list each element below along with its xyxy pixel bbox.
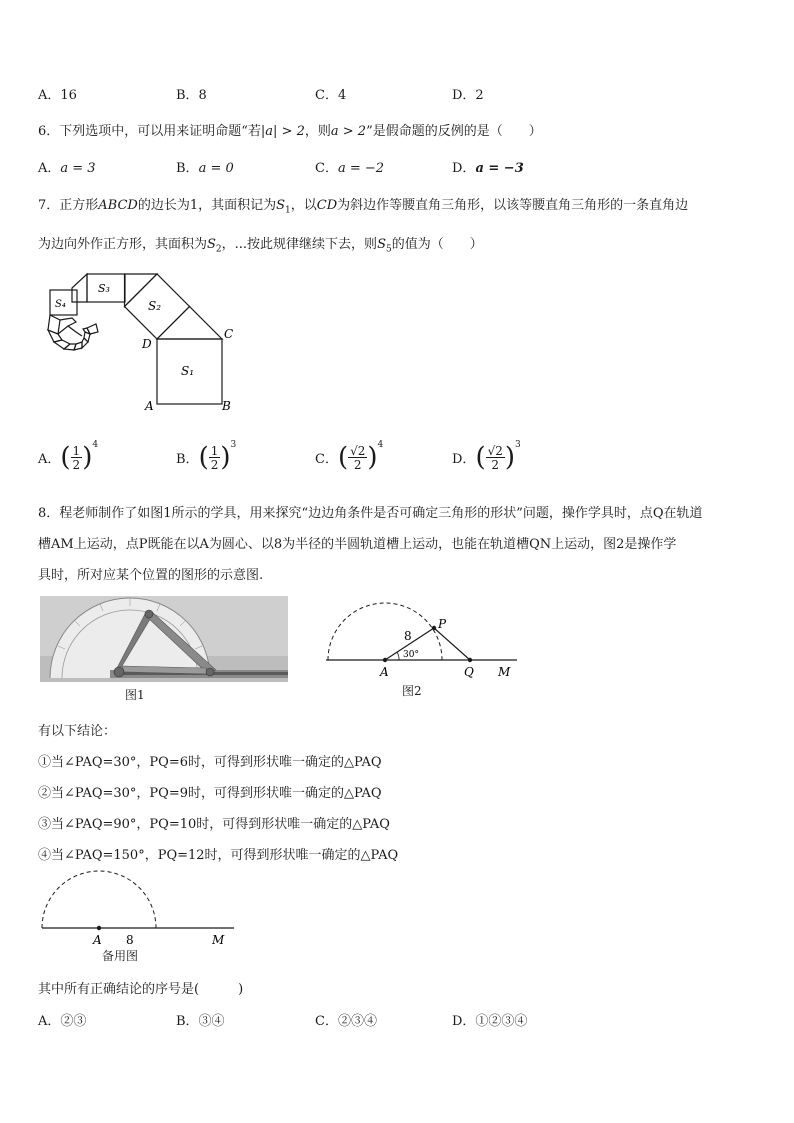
q7-stem-line2: 为边向外作正方形，其面积为$S_2$，...按此规律继续下去，则$S_5$的值为（ ）: [38, 237, 483, 255]
q5-option-b[interactable]: B．8: [176, 88, 207, 103]
label-a: A: [145, 399, 154, 413]
q8-figure2-caption: 图2: [402, 684, 422, 698]
label-d: D: [142, 337, 152, 351]
q6-stem-post: ”是假命题的反例的是（ ）: [366, 124, 542, 139]
q8-question: 其中所有正确结论的序号是( ): [38, 982, 244, 997]
q7-square-spiral-figure: [40, 262, 240, 414]
fig2-label-m: M: [498, 665, 511, 679]
q8-figure1-caption: 图1: [125, 688, 145, 702]
q6-a-gt: a > 2: [330, 124, 367, 139]
fig2-label-8: 8: [404, 629, 412, 643]
q7-option-c[interactable]: C．( $\frac{√2}{2}$ )$^4$: [315, 440, 384, 473]
fig2-label-q: Q: [464, 665, 474, 679]
q8-stem-line2: 槽AM上运动，点P既能在以A为圆心、以8为半径的半圆轨道槽上运动，也能在轨道槽QN上运动，图2是操作学: [38, 537, 677, 552]
q6-option-a[interactable]: A．a = 3: [38, 161, 96, 176]
q5-option-a[interactable]: A．16: [38, 88, 77, 103]
fig2-label-angle: 30°: [403, 650, 419, 660]
q8-option-b[interactable]: B．③④: [176, 1014, 225, 1029]
fig2-label-p: P: [438, 617, 447, 631]
q8-option-a[interactable]: A．②③: [38, 1014, 87, 1029]
q6-options: [0, 157, 794, 179]
label-s4: S₄: [55, 299, 66, 310]
label-s3: S₃: [98, 282, 110, 295]
label-s2: S₂: [148, 299, 162, 313]
label-s1: S₁: [181, 364, 195, 378]
q8-conclusion-3: ③当∠PAQ=90°，PQ=10时，可得到形状唯一确定的△PAQ: [38, 817, 390, 832]
label-c: C: [224, 327, 234, 341]
q7-option-a[interactable]: A．( $\frac{1}{2}$ )$^4$: [38, 440, 99, 473]
spare-label-8: 8: [126, 933, 134, 947]
q6-option-d[interactable]: D．a = −3: [452, 161, 524, 176]
spare-label-m: M: [212, 933, 225, 947]
q6-mid: ，则: [304, 124, 331, 139]
q8-conclusion-2: ②当∠PAQ=30°，PQ=9时，可得到形状唯一确定的△PAQ: [38, 786, 382, 801]
triangle-1: [157, 307, 222, 340]
q8-stem-line1: 8．程老师制作了如图1所示的学具，用来探究“边边角条件是否可确定三角形的形状”问题，操作学具时，点Q在轨道: [38, 506, 703, 521]
q8-spare-figure: [40, 870, 240, 950]
q6-stem-pre: 6．下列选项中，可以用来证明命题“若: [38, 124, 261, 139]
q8-conclusions-intro: 有以下结论：: [38, 724, 117, 739]
fig2-label-a: A: [380, 665, 389, 679]
q8-figure1-photo: [40, 596, 288, 682]
q8-option-c[interactable]: C．②③④: [315, 1014, 377, 1029]
q6-option-b[interactable]: B．a = 0: [176, 161, 234, 176]
q8-option-d[interactable]: D．①②③④: [452, 1014, 528, 1029]
q5-option-d[interactable]: D．2: [452, 88, 484, 103]
q7-options: [0, 440, 794, 484]
label-b: B: [222, 399, 231, 413]
q8-options: [0, 1010, 794, 1032]
q7-option-d[interactable]: D．( $\frac{√2}{2}$ )$^3$: [452, 440, 521, 473]
q7-option-b[interactable]: B．( $\frac{1}{2}$ )$^3$: [176, 440, 237, 473]
q8-spare-caption: 备用图: [102, 949, 139, 963]
q6-abs-a: |a| > 2: [260, 124, 305, 139]
q7-stem-line1: 7．正方形ABCD的边长为1，其面积记为$S_1$，以CD为斜边作等腰直角三角形，以该等腰直角三角形的一条直角边: [38, 198, 689, 216]
q8-conclusion-4: ④当∠PAQ=150°，PQ=12时，可得到形状唯一确定的△PAQ: [38, 848, 399, 863]
spare-label-a: A: [93, 933, 102, 947]
q8-figure2: [322, 596, 522, 686]
q8-stem-line3: 具时，所对应某个位置的图形的示意图.: [38, 568, 264, 583]
triangle-3: [72, 274, 87, 302]
q5-option-c[interactable]: C．4: [315, 88, 347, 103]
q5-options: [0, 84, 794, 106]
q8-conclusion-1: ①当∠PAQ=30°，PQ=6时，可得到形状唯一确定的△PAQ: [38, 755, 382, 770]
q6-option-c[interactable]: C．a = −2: [315, 161, 385, 176]
q6-stem: [38, 120, 542, 139]
